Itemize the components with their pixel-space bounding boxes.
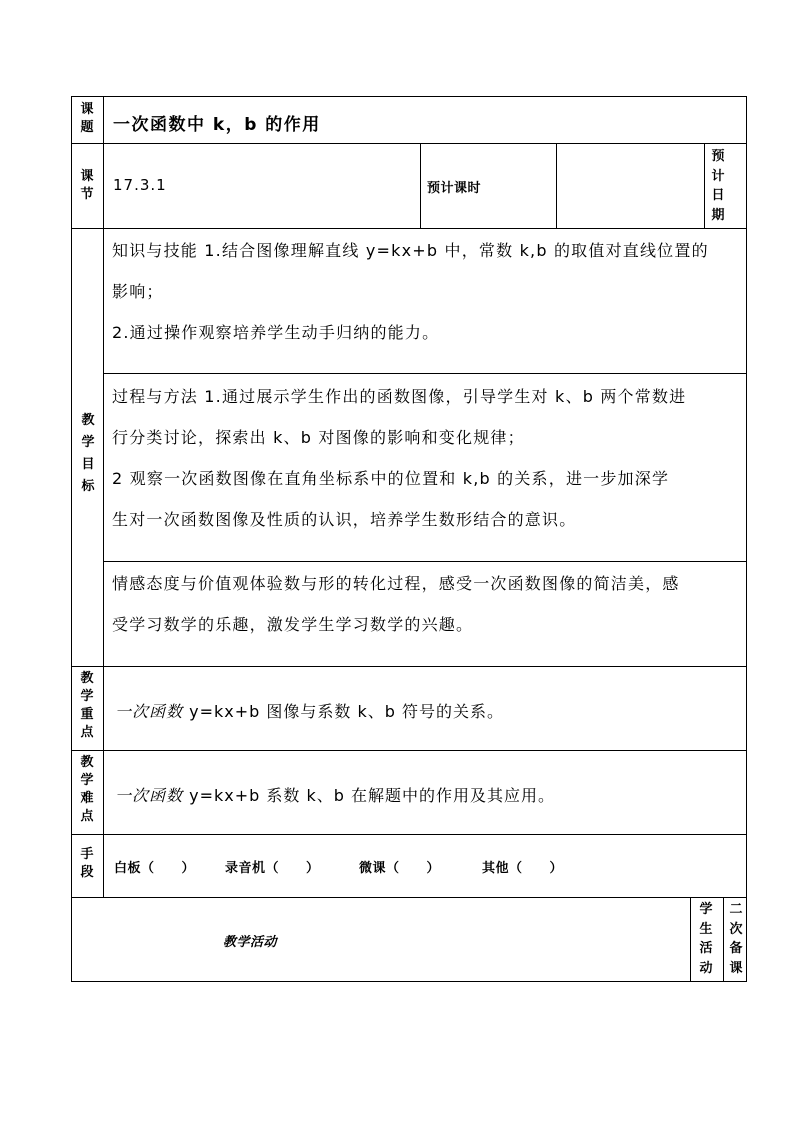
table-border-left bbox=[71, 96, 72, 982]
col-divider bbox=[690, 897, 691, 982]
row-divider bbox=[71, 228, 747, 229]
row-divider bbox=[103, 561, 747, 562]
row-divider bbox=[71, 666, 747, 667]
col-divider bbox=[704, 143, 705, 229]
means-microlesson: 微课（ ） bbox=[359, 861, 441, 876]
process-methods-block bbox=[112, 376, 744, 540]
key-points-prefix: 一次函数 bbox=[115, 702, 184, 721]
key-points-text bbox=[115, 699, 504, 722]
difficulties-label: 教学难点 bbox=[80, 755, 94, 824]
lesson-title: 一次函数中 k，b 的作用 bbox=[113, 115, 321, 135]
table-border-right bbox=[746, 96, 747, 982]
row-divider bbox=[71, 834, 747, 835]
process-line: 行分类讨论，探索出 k、b 对图像的影响和变化规律； bbox=[112, 428, 525, 447]
key-points-body: y=kx+b 图像与系数 k、b 符号的关系。 bbox=[183, 702, 504, 721]
second-preparation-label: 二次备课 bbox=[729, 902, 743, 976]
means-recorder: 录音机（ ） bbox=[225, 861, 320, 876]
table-border-bottom bbox=[71, 981, 747, 982]
row-divider bbox=[103, 373, 747, 374]
difficulties-prefix: 一次函数 bbox=[115, 786, 184, 805]
topic-label: 课题 bbox=[80, 102, 94, 135]
table-border-top bbox=[71, 96, 747, 97]
row-divider bbox=[71, 750, 747, 751]
process-line: 生对一次函数图像及性质的认识，培养学生数形结合的意识。 bbox=[112, 510, 577, 529]
emotion-line: 受学习数学的乐趣，激发学生学习数学的兴趣。 bbox=[112, 615, 474, 634]
difficulties-text bbox=[115, 783, 555, 806]
student-activities-label: 学生活动 bbox=[699, 902, 713, 976]
label-column-divider bbox=[103, 96, 104, 898]
section-label: 课节 bbox=[80, 169, 94, 202]
process-line: 2 观察一次函数图像在直角坐标系中的位置和 k,b 的关系，进一步加深学 bbox=[112, 469, 670, 488]
planned-date-label: 预计日期 bbox=[711, 149, 725, 223]
knowledge-skills-block bbox=[112, 230, 744, 353]
means-whiteboard: 白板（ ） bbox=[114, 861, 196, 876]
row-divider bbox=[71, 897, 747, 898]
col-divider bbox=[723, 897, 724, 982]
row-divider bbox=[71, 143, 747, 144]
knowledge-line: 2.通过操作观察培养学生动手归纳的能力。 bbox=[112, 323, 440, 342]
col-divider bbox=[556, 143, 557, 229]
knowledge-line: 影响； bbox=[112, 282, 164, 301]
col-divider bbox=[420, 143, 421, 229]
activities-label: 教学活动 bbox=[223, 935, 278, 950]
difficulties-body: y=kx+b 系数 k、b 在解题中的作用及其应用。 bbox=[183, 786, 555, 805]
planned-hours-label: 预计课时 bbox=[427, 181, 482, 196]
process-line: 过程与方法 1.通过展示学生作出的函数图像，引导学生对 k、b 两个常数进 bbox=[112, 387, 687, 406]
section-number: 17.3.1 bbox=[113, 176, 167, 194]
key-points-label: 教学重点 bbox=[80, 671, 94, 740]
knowledge-line: 知识与技能 1.结合图像理解直线 y=kx+b 中，常数 k,b 的取值对直线位置的 bbox=[112, 241, 709, 260]
emotion-values-block bbox=[112, 563, 744, 645]
objectives-label: 教学目标 bbox=[81, 413, 95, 494]
means-other: 其他（ ） bbox=[482, 861, 564, 876]
means-label: 手段 bbox=[80, 847, 94, 880]
emotion-line: 情感态度与价值观体验数与形的转化过程，感受一次函数图像的简洁美，感 bbox=[112, 574, 680, 593]
